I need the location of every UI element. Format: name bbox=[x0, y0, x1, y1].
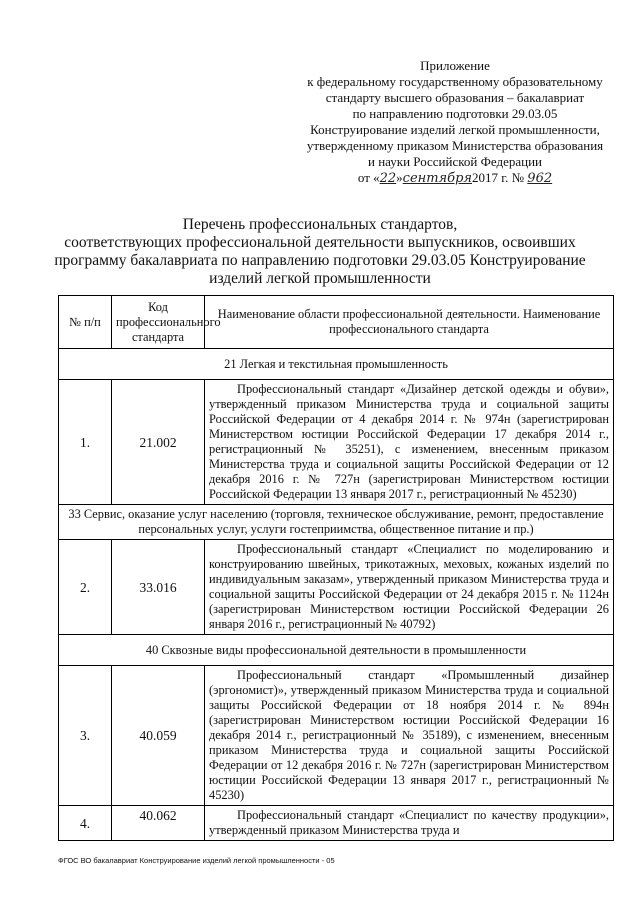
appendix-line: утвержденному приказом Министерства образования bbox=[306, 138, 604, 153]
row-code: 21.002 bbox=[112, 380, 205, 505]
appendix-date-line bbox=[300, 170, 610, 187]
table-row bbox=[59, 540, 614, 635]
row-code: 33.016 bbox=[112, 540, 205, 635]
section-title: 40 Сквозные виды профессиональной деятельности в промышленности bbox=[59, 635, 614, 666]
document-title bbox=[40, 216, 600, 288]
table-row bbox=[59, 666, 614, 806]
handwritten-month: сентября bbox=[402, 171, 473, 186]
appendix-line: и науки Российской Федерации bbox=[367, 154, 542, 169]
row-text: Профессиональный стандарт «Дизайнер детской одежды и обуви», утвержденный приказом Министерства труда и социальной защиты Российской Федерации от 4 декабря 2014 г. № 974н (зарегистрирован Министерством юстиции Российской Федерации 17 декабря 2014 г., регистрационный № 35251), с изменением, внесенным приказом Министерства труда и социальной защиты Российской Федерации от 12 декабря 2016 г. № 727н (зарегистрирован Министерством юстиции Российской Федерации 13 января 2017 г., регистрационный № 45230) bbox=[205, 380, 614, 505]
row-num: 1. bbox=[59, 380, 112, 505]
row-text: Профессиональный стандарт «Специалист по качеству продукции», утвержденный приказом Министерства труда и bbox=[205, 806, 614, 841]
section-title: 21 Легкая и текстильная промышленность bbox=[59, 349, 614, 380]
section-row bbox=[59, 505, 614, 540]
appendix-line: стандарту высшего образования – бакалавриат bbox=[325, 90, 585, 105]
title-line: программу бакалавриата по направлению подготовки 29.03.05 Конструирование bbox=[54, 252, 586, 269]
standards-table bbox=[58, 295, 614, 841]
header-code: Код профессионального стандарта bbox=[112, 296, 205, 349]
title-line: Перечень профессиональных стандартов, bbox=[182, 216, 458, 233]
appendix-line: Приложение bbox=[420, 58, 490, 73]
table-row bbox=[59, 380, 614, 505]
row-num: 2. bbox=[59, 540, 112, 635]
row-num: 4. bbox=[59, 806, 112, 841]
row-code: 40.059 bbox=[112, 666, 205, 806]
date-prefix: от « bbox=[357, 170, 380, 185]
table-header-row bbox=[59, 296, 614, 349]
header-name: Наименование области профессиональной деятельности. Наименование профессионального стандарта bbox=[205, 296, 614, 349]
section-row bbox=[59, 635, 614, 666]
appendix-block bbox=[300, 58, 610, 187]
row-num: 3. bbox=[59, 666, 112, 806]
page-footer: ФГОС ВО бакалавриат Конструирование изделий легкой промышленности - 05 bbox=[58, 856, 335, 865]
row-text: Профессиональный стандарт «Промышленный дизайнер (эргономист)», утвержденный приказом Министерства труда и социальной защиты Российской Федерации от 18 ноября 2014 г. № 894н (зарегистрирован Министерством юстиции Российской Федерации 16 декабря 2014 г., регистрационный № 35189), с изменением, внесенным приказом Министерства труда и социальной защиты Российской Федерации от 12 декабря 2016 г. № 727н (зарегистрирован Министерством юстиции Российской Федерации 13 января 2017 г., регистрационный № 45230) bbox=[205, 666, 614, 806]
handwritten-order-number: 962 bbox=[527, 171, 553, 186]
appendix-line: по направлению подготовки 29.03.05 bbox=[352, 106, 558, 121]
header-num: № п/п bbox=[59, 296, 112, 349]
handwritten-day: 22 bbox=[379, 171, 397, 186]
row-text: Профессиональный стандарт «Специалист по моделированию и конструированию швейных, трикотажных, меховых, кожаных изделий по индивидуальным заказам», утвержденный приказом Министерства труда и социальной защиты Российской Федерации от 24 декабря 2015 г. № 1124н (зарегистрирован Министерством юстиции Российской Федерации 26 января 2016 г., регистрационный № 40792) bbox=[205, 540, 614, 635]
section-row bbox=[59, 349, 614, 380]
table-row bbox=[59, 806, 614, 841]
appendix-line: к федеральному государственному образовательному bbox=[307, 74, 603, 89]
title-line: соответствующих профессиональной деятельности выпускников, освоивших bbox=[64, 234, 576, 251]
title-line: изделий легкой промышленности bbox=[209, 270, 431, 287]
appendix-line: Конструирование изделий легкой промышленности, bbox=[310, 122, 600, 137]
section-title: 33 Сервис, оказание услуг населению (торговля, техническое обслуживание, ремонт, предоставление персональных услуг, услуги гостеприимства, общественное питание и пр.) bbox=[59, 505, 614, 540]
date-year: 2017 г. № bbox=[472, 170, 525, 185]
date-mid: » bbox=[396, 170, 403, 185]
row-code: 40.062 bbox=[112, 806, 205, 841]
